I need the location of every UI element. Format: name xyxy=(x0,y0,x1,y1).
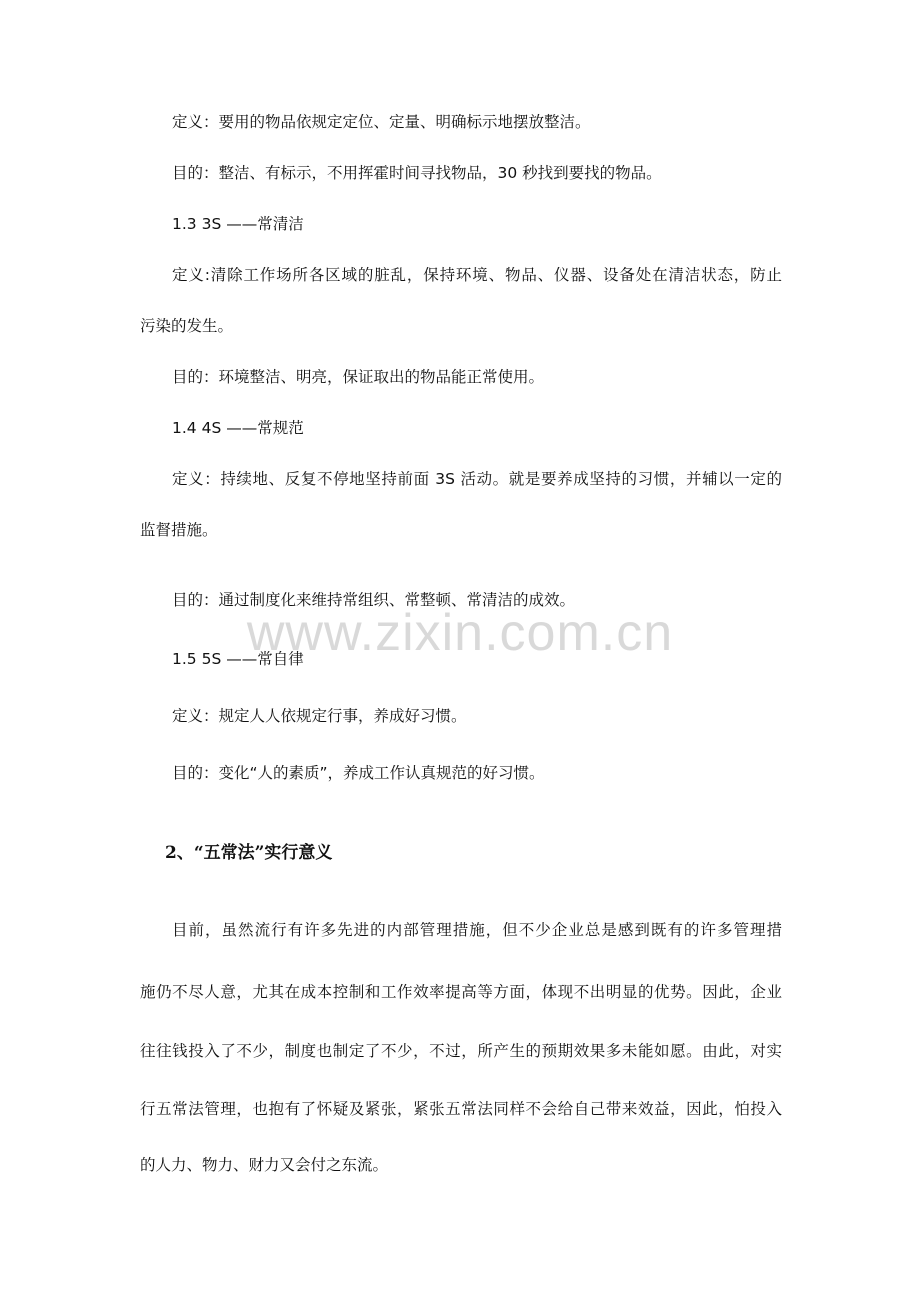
s3-purpose: 目的：环境整洁、明亮，保证取出的物品能正常使用。 xyxy=(172,368,545,386)
s2-definition: 定义：要用的物品依规定定位、定量、明确标示地摆放整洁。 xyxy=(172,113,591,131)
s3-heading: 1.3 3S ——常清洁 xyxy=(172,215,304,233)
s4-heading: 1.4 4S ——常规范 xyxy=(172,419,304,437)
s4-purpose: 目的：通过制度化来维持常组织、常整顿、常清洁的成效。 xyxy=(172,591,576,609)
paragraph-line-1: 目前，虽然流行有许多先进的内部管理措施，但不少企业总是感到既有的许多管理措 xyxy=(172,921,782,939)
s4-definition-line2: 监督措施。 xyxy=(140,521,218,539)
s2-purpose: 目的：整洁、有标示，不用挥霍时间寻找物品，30 秒找到要找的物品。 xyxy=(172,164,662,182)
s3-definition-line2: 污染的发生。 xyxy=(140,317,234,335)
paragraph-line-2: 施仍不尽人意，尤其在成本控制和工作效率提高等方面，体现不出明显的优势。因此，企业 xyxy=(140,983,782,1001)
s5-definition: 定义：规定人人依规定行事，养成好习惯。 xyxy=(172,707,467,725)
paragraph-line-4: 行五常法管理，也抱有了怀疑及紧张，紧张五常法同样不会给自己带来效益，因此，怕投入 xyxy=(140,1100,782,1118)
s5-purpose: 目的：变化“人的素质”，养成工作认真规范的好习惯。 xyxy=(172,764,545,782)
s5-heading: 1.5 5S ——常自律 xyxy=(172,650,304,668)
watermark: www.zixin.com.cn xyxy=(246,604,674,662)
chapter2-title: 2、“五常法”实行意义 xyxy=(165,843,333,863)
s4-definition-line1: 定义：持续地、反复不停地坚持前面 3S 活动。就是要养成坚持的习惯，并辅以一定的 xyxy=(172,470,782,488)
paragraph-line-3: 往往钱投入了不少，制度也制定了不少，不过，所产生的预期效果多未能如愿。由此，对实 xyxy=(140,1042,782,1060)
s3-definition-line1: 定义:清除工作场所各区域的脏乱，保持环境、物品、仪器、设备处在清洁状态，防止 xyxy=(172,266,782,284)
paragraph-line-5: 的人力、物力、财力又会付之东流。 xyxy=(140,1156,389,1174)
